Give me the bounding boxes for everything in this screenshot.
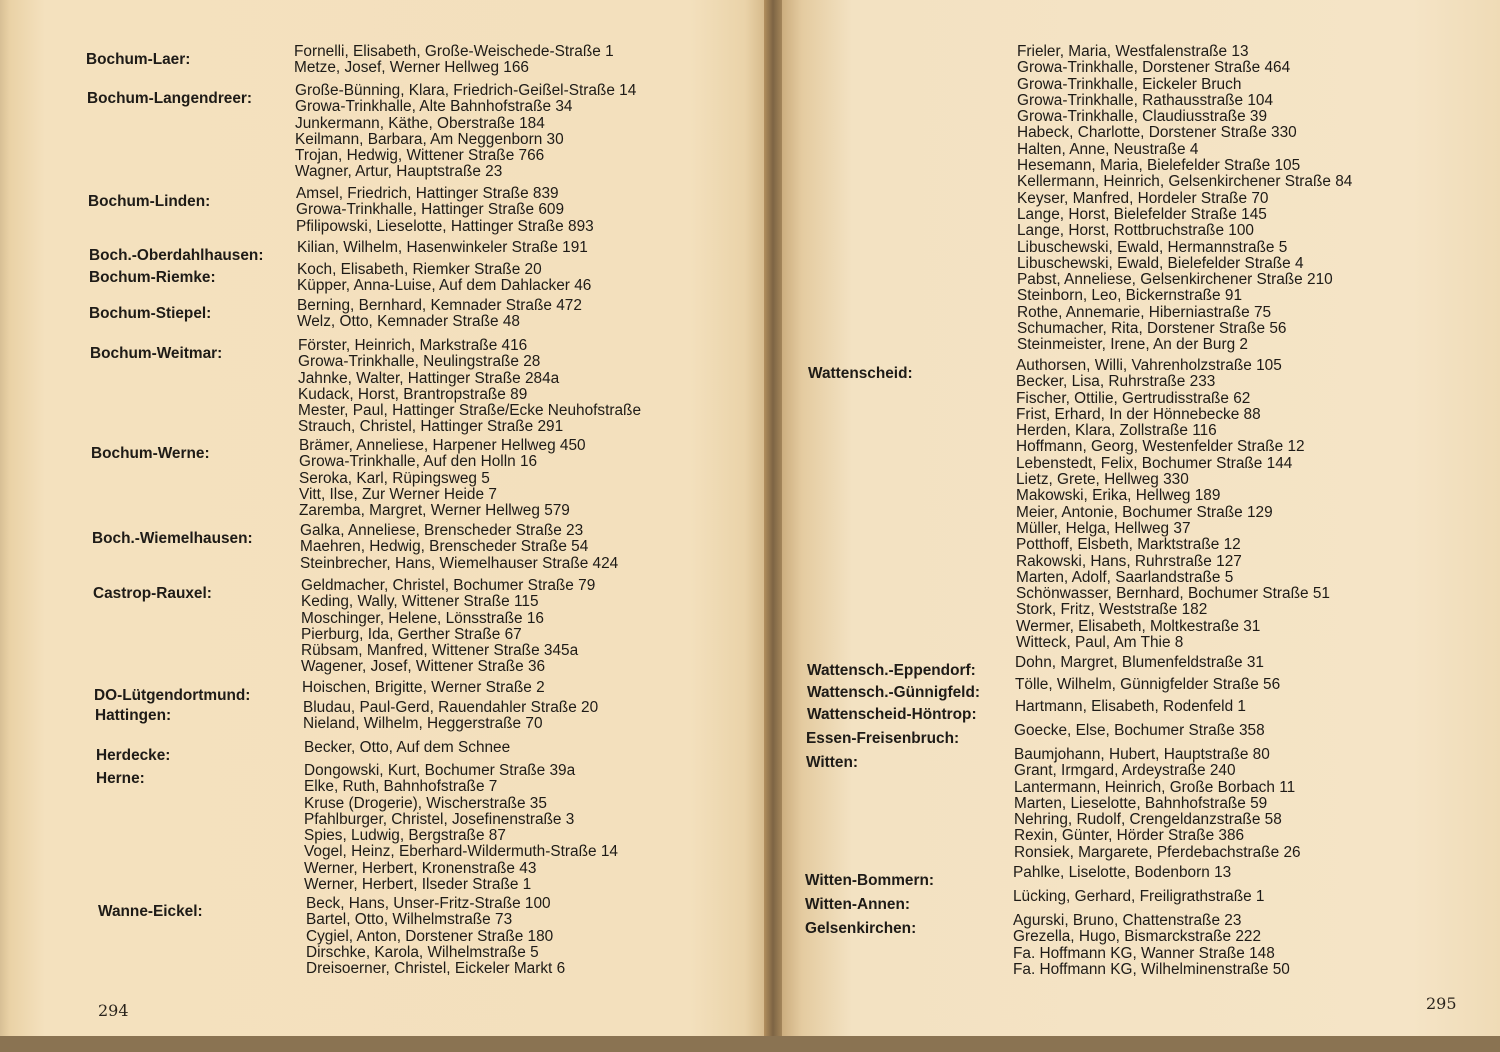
name-address-line: Frieler, Maria, Westfalenstraße 13 [1017,43,1249,60]
name-list [1013,865,1231,881]
name-address-line: Seroka, Karl, Rüpingsweg 5 [299,469,490,487]
page-bottom-edge [0,1036,1500,1052]
name-address-line: Metze, Josef, Werner Hellweg 166 [294,59,529,77]
name-address-line: Brämer, Anneliese, Harpener Hellweg 450 [299,437,586,454]
name-address-line: Bartel, Otto, Wilhelmstraße 73 [306,911,513,929]
place-heading: Bochum-Linden: [88,193,211,210]
name-address-line: Hoffmann, Georg, Westenfelder Straße 12 [1016,438,1305,456]
name-address-line: Lantermann, Heinrich, Große Borbach 11 [1014,778,1296,796]
name-list [1017,44,1352,354]
name-list [303,700,598,733]
name-address-line: Ronsiek, Margarete, Pferdebachstraße 26 [1014,843,1301,861]
name-address-line: Potthoff, Elsbeth, Marktstraße 12 [1016,536,1241,554]
name-list [295,83,636,181]
name-address-line: Growa-Trinkhalle, Claudiusstraße 39 [1017,108,1268,126]
name-address-line: Authorsen, Willi, Vahrenholzstraße 105 [1016,357,1282,374]
name-address-line: Keding, Wally, Wittener Straße 115 [301,593,539,611]
place-heading: Bochum-Werne: [91,445,210,462]
place-heading: Wattensch.-Günnigfeld: [807,684,980,701]
name-address-line: Grezella, Hugo, Bismarckstraße 222 [1013,928,1262,946]
name-address-line: Growa-Trinkhalle, Eickeler Bruch [1017,75,1242,93]
name-address-line: Rothe, Annemarie, Hiberniastraße 75 [1017,303,1272,321]
name-address-line: Libuschewski, Ewald, Bielefelder Straße 4 [1017,254,1304,272]
place-heading: Wanne-Eickel: [98,903,203,920]
name-list [1016,358,1330,651]
name-address-line: Becker, Lisa, Ruhrstraße 233 [1016,373,1216,391]
place-heading: Herdecke: [96,747,171,764]
name-address-line: Growa-Trinkhalle, Hattinger Straße 609 [296,201,565,219]
name-address-line: Rakowski, Hans, Ruhrstraße 127 [1016,552,1242,570]
name-address-line: Förster, Heinrich, Markstraße 416 [298,337,528,354]
name-address-line: Growa-Trinkhalle, Auf den Holln 16 [299,453,538,471]
name-address-line: Wagner, Artur, Hauptstraße 23 [295,163,503,181]
place-heading: DO-Lütgendortmund: [94,687,251,704]
name-address-line: Maehren, Hedwig, Brenscheder Straße 54 [300,538,589,556]
page-number-left: 294 [98,1001,129,1020]
name-address-line: Küpper, Anna-Luise, Auf dem Dahlacker 46 [297,277,592,295]
name-list [299,438,586,519]
name-address-line: Moschinger, Helene, Lönsstraße 16 [301,609,544,627]
name-address-line: Rexin, Günter, Hörder Straße 386 [1014,827,1245,845]
name-address-line: Steinborn, Leo, Bickernstraße 91 [1017,287,1242,305]
name-address-line: Müller, Helga, Hellweg 37 [1016,519,1191,537]
name-address-line: Hartmann, Elisabeth, Rodenfeld 1 [1015,698,1246,715]
name-address-line: Lücking, Gerhard, Freiligrathstraße 1 [1013,888,1265,905]
name-address-line: Koch, Elisabeth, Riemker Straße 20 [297,261,542,278]
name-address-line: Lange, Horst, Bielefelder Straße 145 [1017,205,1267,223]
name-list [304,740,510,756]
place-heading: Bochum-Stiepel: [89,305,212,322]
name-address-line: Lebenstedt, Felix, Bochumer Straße 144 [1016,454,1293,472]
name-list [298,338,641,436]
name-address-line: Berning, Bernhard, Kemnader Straße 472 [297,297,582,314]
name-list [297,262,591,295]
name-address-line: Dongowski, Kurt, Bochumer Straße 39a [304,762,576,779]
name-address-line: Keilmann, Barbara, Am Neggenborn 30 [295,130,564,148]
name-address-line: Growa-Trinkhalle, Rathausstraße 104 [1017,91,1274,109]
name-address-line: Keyser, Manfred, Hordeler Straße 70 [1017,189,1269,207]
name-list [1014,723,1265,739]
name-address-line: Becker, Otto, Auf dem Schnee [304,739,511,756]
name-address-line: Strauch, Christel, Hattinger Straße 291 [298,418,564,436]
name-address-line: Fornelli, Elisabeth, Große-Weischede-Straße 1 [294,43,614,60]
name-address-line: Grant, Irmgard, Ardeystraße 240 [1014,762,1236,780]
name-address-line: Dreisoerner, Christel, Eickeler Markt 6 [306,960,566,978]
name-address-line: Marten, Adolf, Saarlandstraße 5 [1016,568,1234,586]
book-gutter [764,0,782,1052]
name-address-line: Agurski, Bruno, Chattenstraße 23 [1013,912,1242,929]
name-address-line: Trojan, Hedwig, Wittener Straße 766 [295,147,545,165]
name-address-line: Lange, Horst, Rottbruchstraße 100 [1017,222,1254,240]
place-heading: Wattensch.-Eppendorf: [807,662,976,679]
name-address-line: Pfilipowski, Lieselotte, Hattinger Straße 893 [296,217,594,235]
place-heading: Witten-Bommern: [805,872,934,889]
name-address-line: Vogel, Heinz, Eberhard-Wildermuth-Straße 14 [304,843,618,861]
name-address-line: Growa-Trinkhalle, Alte Bahnhofstraße 34 [295,98,573,116]
name-address-line: Hoischen, Brigitte, Werner Straße 2 [302,679,545,696]
name-address-line: Zaremba, Margret, Werner Hellweg 579 [299,502,570,520]
name-address-line: Hesemann, Maria, Bielefelder Straße 105 [1017,157,1301,175]
name-address-line: Witteck, Paul, Am Thie 8 [1016,634,1184,652]
place-heading: Castrop-Rauxel: [93,585,212,602]
place-heading: Bochum-Laer: [86,51,191,68]
name-address-line: Kruse (Drogerie), Wischerstraße 35 [304,794,547,812]
name-list [1015,655,1264,671]
name-address-line: Meier, Antonie, Bochumer Straße 129 [1016,503,1273,521]
name-address-line: Wermer, Elisabeth, Moltkestraße 31 [1016,617,1261,635]
name-address-line: Kudack, Horst, Brantropstraße 89 [298,385,528,403]
name-list [301,578,595,676]
name-list [1013,913,1290,978]
name-address-line: Tölle, Wilhelm, Günnigfelder Straße 56 [1015,676,1281,693]
place-heading: Essen-Freisenbruch: [806,730,960,747]
name-address-line: Spies, Ludwig, Bergstraße 87 [304,827,506,845]
right-page [772,0,1500,1040]
name-address-line: Marten, Lieselotte, Bahnhofstraße 59 [1014,794,1268,812]
name-address-line: Große-Bünning, Klara, Friedrich-Geißel-Straße 14 [295,82,637,99]
name-address-line: Amsel, Friedrich, Hattinger Straße 839 [296,185,559,202]
name-address-line: Pierburg, Ida, Gerther Straße 67 [301,625,522,643]
name-address-line: Growa-Trinkhalle, Neulingstraße 28 [298,353,541,371]
name-address-line: Pabst, Anneliese, Gelsenkirchener Straße 210 [1017,271,1333,289]
name-list [297,298,582,331]
name-address-line: Baumjohann, Hubert, Hauptstraße 80 [1014,746,1270,763]
name-list [302,680,545,696]
name-address-line: Wagener, Josef, Wittener Straße 36 [301,658,546,676]
name-address-line: Galka, Anneliese, Brenscheder Straße 23 [300,522,584,539]
place-heading: Bochum-Riemke: [89,269,216,286]
name-address-line: Growa-Trinkhalle, Dorstener Straße 464 [1017,59,1291,77]
name-list [1015,677,1280,693]
name-address-line: Herden, Klara, Zollstraße 116 [1016,422,1217,440]
name-address-line: Vitt, Ilse, Zur Werner Heide 7 [299,485,497,503]
name-address-line: Mester, Paul, Hattinger Straße/Ecke Neuhofstraße [298,402,642,420]
name-address-line: Werner, Herbert, Kronenstraße 43 [304,859,537,877]
name-address-line: Jahnke, Walter, Hattinger Straße 284a [298,369,560,387]
name-list [1015,699,1246,715]
place-heading: Boch.-Wiemelhausen: [92,530,253,547]
name-address-line: Makowski, Erika, Hellweg 189 [1016,487,1221,505]
name-address-line: Pahlke, Liselotte, Bodenborn 13 [1013,864,1232,881]
name-address-line: Steinbrecher, Hans, Wiemelhauser Straße 424 [300,554,619,572]
name-list [1014,747,1301,861]
name-list [304,763,618,893]
place-heading: Gelsenkirchen: [805,920,917,937]
name-address-line: Kilian, Wilhelm, Hasenwinkeler Straße 191 [297,239,588,256]
place-heading: Hattingen: [95,707,172,724]
name-address-line: Dirschke, Karola, Wilhelmstraße 5 [306,943,539,961]
place-heading: Herne: [96,770,145,787]
place-heading: Witten: [806,754,859,771]
place-heading: Bochum-Weitmar: [90,345,223,362]
name-address-line: Bludau, Paul-Gerd, Rauendahler Straße 20 [303,699,599,716]
name-address-line: Junkermann, Käthe, Oberstraße 184 [295,114,545,132]
place-heading: Witten-Annen: [805,896,911,913]
name-address-line: Geldmacher, Christel, Bochumer Straße 79 [301,577,596,594]
name-address-line: Nehring, Rudolf, Crengeldanzstraße 58 [1014,811,1282,829]
name-address-line: Goecke, Else, Bochumer Straße 358 [1014,722,1265,739]
name-address-line: Lietz, Grete, Hellweg 330 [1016,471,1189,489]
name-address-line: Nieland, Wilhelm, Heggerstraße 70 [303,715,543,733]
name-list [294,44,614,77]
name-address-line: Fa. Hoffmann KG, Wilhelminenstraße 50 [1013,960,1290,978]
place-heading: Wattenscheid-Höntrop: [807,706,977,723]
name-address-line: Elke, Ruth, Bahnhofstraße 7 [304,778,498,796]
name-address-line: Stork, Fritz, Weststraße 182 [1016,601,1208,619]
name-list [297,240,588,256]
name-address-line: Schumacher, Rita, Dorstener Straße 56 [1017,320,1287,338]
name-address-line: Cygiel, Anton, Dorstener Straße 180 [306,927,554,945]
place-heading: Wattenscheid: [808,365,913,382]
place-heading: Boch.-Oberdahlhausen: [89,247,264,264]
name-address-line: Schönwasser, Bernhard, Bochumer Straße 51 [1016,585,1330,603]
name-address-line: Libuschewski, Ewald, Hermannstraße 5 [1017,238,1288,256]
name-list [1013,889,1265,905]
name-address-line: Steinmeister, Irene, An der Burg 2 [1017,336,1248,354]
name-address-line: Fa. Hoffmann KG, Wanner Straße 148 [1013,944,1275,962]
place-heading: Bochum-Langendreer: [87,90,253,107]
name-list [306,896,565,977]
page-number-right: 295 [1426,994,1457,1013]
name-address-line: Werner, Herbert, Ilseder Straße 1 [304,876,532,894]
name-address-line: Habeck, Charlotte, Dorstener Straße 330 [1017,124,1297,142]
name-address-line: Kellermann, Heinrich, Gelsenkirchener Straße 84 [1017,173,1353,191]
name-address-line: Frist, Erhard, In der Hönnebecke 88 [1016,405,1261,423]
name-address-line: Rübsam, Manfred, Wittener Straße 345a [301,642,579,660]
name-address-line: Halten, Anne, Neustraße 4 [1017,140,1199,158]
name-address-line: Beck, Hans, Unser-Fritz-Straße 100 [306,895,551,912]
name-address-line: Welz, Otto, Kemnader Straße 48 [297,313,520,331]
name-list [296,186,594,235]
name-address-line: Pfahlburger, Christel, Josefinenstraße 3 [304,810,575,828]
name-list [300,523,618,572]
name-address-line: Fischer, Ottilie, Gertrudisstraße 62 [1016,389,1251,407]
name-address-line: Dohn, Margret, Blumenfeldstraße 31 [1015,654,1264,671]
